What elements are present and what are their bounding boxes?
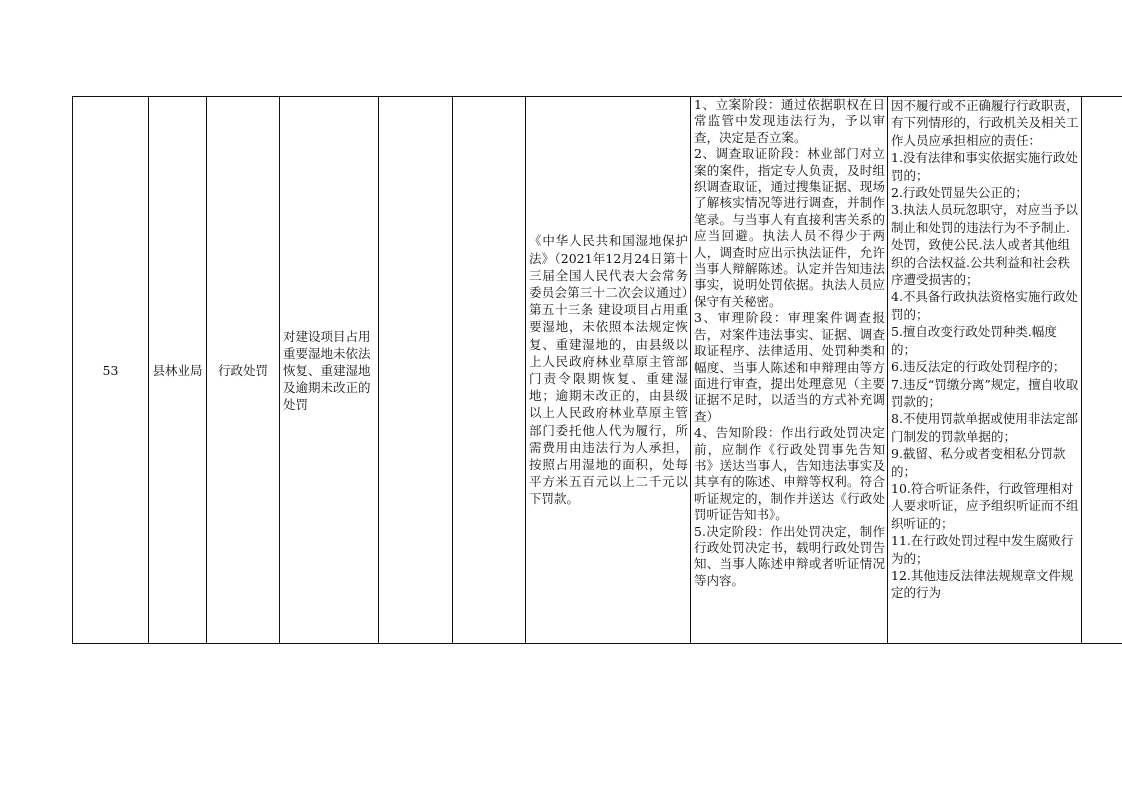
table-row bbox=[73, 97, 1122, 644]
liability-item: 3.执法人员玩忽职守，对应当予以制止和处罚的违法行为不予制止.处罚，致使公民.法人或者其他组织的合法权益.公共利益和社会秩序遭受损害的； bbox=[891, 202, 1078, 288]
liability-item: 1.没有法律和事实依据实施行政处罚的； bbox=[891, 150, 1078, 183]
process-text bbox=[691, 97, 887, 643]
duty-list-table bbox=[72, 96, 1122, 644]
liability-item: 5.擅自改变行政处罚种类.幅度的； bbox=[891, 324, 1057, 357]
code-cell bbox=[453, 97, 526, 644]
item-code bbox=[453, 368, 525, 372]
process-step: 4、告知阶段：作出行政处罚决定前，应制作《行政处罚事先告知书》送达当事人，告知违法事实及其享有的陈述、申辩等权利。符合听证规定的，制作并送达《行政处罚听证告知书》。 bbox=[694, 425, 885, 523]
seq-number: 53 bbox=[102, 362, 119, 378]
legal-basis-text: 《中华人民共和国湿地保护法》（2021年12月24日第十三届全国人民代表大会常务委员会第三十二次会议通过）第五十三条 建设项目占用重要湿地，未依照本法规定恢复、重建湿地的，由县级以上人民政府林业草原主管部门责令限期恢复、重建湿地；逾期未改正的，由县级以上人民政府林业草原主管部门委托他人代为履行，所需费用由违法行为人承担，按照占用湿地的面积，处每平方米五百元以上二千元以下罚款。 bbox=[529, 233, 688, 507]
process-step: 5.决定阶段：作出处罚决定，制作行政处罚决定书，载明行政处罚告知、当事人陈述申辩或者听证情况等内容。 bbox=[694, 523, 885, 588]
process-step: 2、调查取证阶段：林业部门对立案的案件，指定专人负责，及时组织调查取证，通过搜集证据、现场了解核实情况等进行调查，并制作笔录。与当事人有直接利害关系的应当回避。执法人员不得少于两人，调查时应出示执法证件，允许当事人辩解陈述。认定并告知违法事实，说明处罚依据。执法人员应保守有关秘密。 bbox=[694, 146, 885, 309]
liability-intro: 因不履行或不正确履行行政职责，有下列情形的，行政机关及相关工作人员应承担相应的责任： bbox=[891, 98, 1079, 148]
category-cell bbox=[207, 97, 280, 644]
liability-item: 9.截留、私分或者变相私分罚款的； bbox=[891, 446, 1066, 479]
remark-cell bbox=[1082, 97, 1122, 644]
seq-cell bbox=[73, 97, 149, 644]
liability-item: 11.在行政处罚过程中发生腐败行为的； bbox=[891, 533, 1074, 566]
liability-text bbox=[888, 97, 1081, 602]
liability-item: 7.违反“罚缴分离”规定，擅自收取罚款的； bbox=[891, 376, 1079, 409]
sub-item bbox=[379, 368, 452, 372]
agency-cell bbox=[149, 97, 207, 644]
liability-item: 10.符合听证条件，行政管理相对人要求听证，应予组织听证而不组织听证的； bbox=[891, 480, 1079, 531]
process-cell bbox=[691, 97, 888, 644]
liability-item: 4.不具备行政执法资格实施行政处罚的； bbox=[891, 289, 1078, 322]
legal-basis-cell bbox=[526, 97, 691, 644]
agency-name: 县林业局 bbox=[152, 362, 203, 378]
process-step: 3、审理阶段：审理案件调查报告，对案件违法事实、证据、调查取证程序、法律适用、处罚种类和幅度、当事人陈述和申辩理由等方面进行审查，提出处理意见（主要证据不足时，以适当的方式补充调查） bbox=[694, 310, 885, 424]
liability-item: 12.其他违反法律法规规章文件规定的行为 bbox=[891, 567, 1074, 601]
category-label: 行政处罚 bbox=[217, 362, 268, 378]
liability-item: 2.行政处罚显失公正的； bbox=[891, 185, 1028, 201]
liability-item: 8.不使用罚款单据或使用非法定部门制发的罚款单据的； bbox=[891, 411, 1078, 444]
liability-cell bbox=[888, 97, 1082, 644]
item-name: 对建设项目占用重要湿地未依法恢复、重建湿地及逾期未改正的处罚 bbox=[283, 328, 371, 412]
sub-item-cell bbox=[379, 97, 453, 644]
liability-item: 6.违反法定的行政处罚程序的； bbox=[891, 359, 1066, 375]
process-step: 1、立案阶段：通过依据职权在日常监管中发现违法行为，予以审查，决定是否立案。 bbox=[694, 97, 885, 145]
item-name-cell bbox=[280, 97, 379, 644]
remark bbox=[1082, 368, 1122, 372]
